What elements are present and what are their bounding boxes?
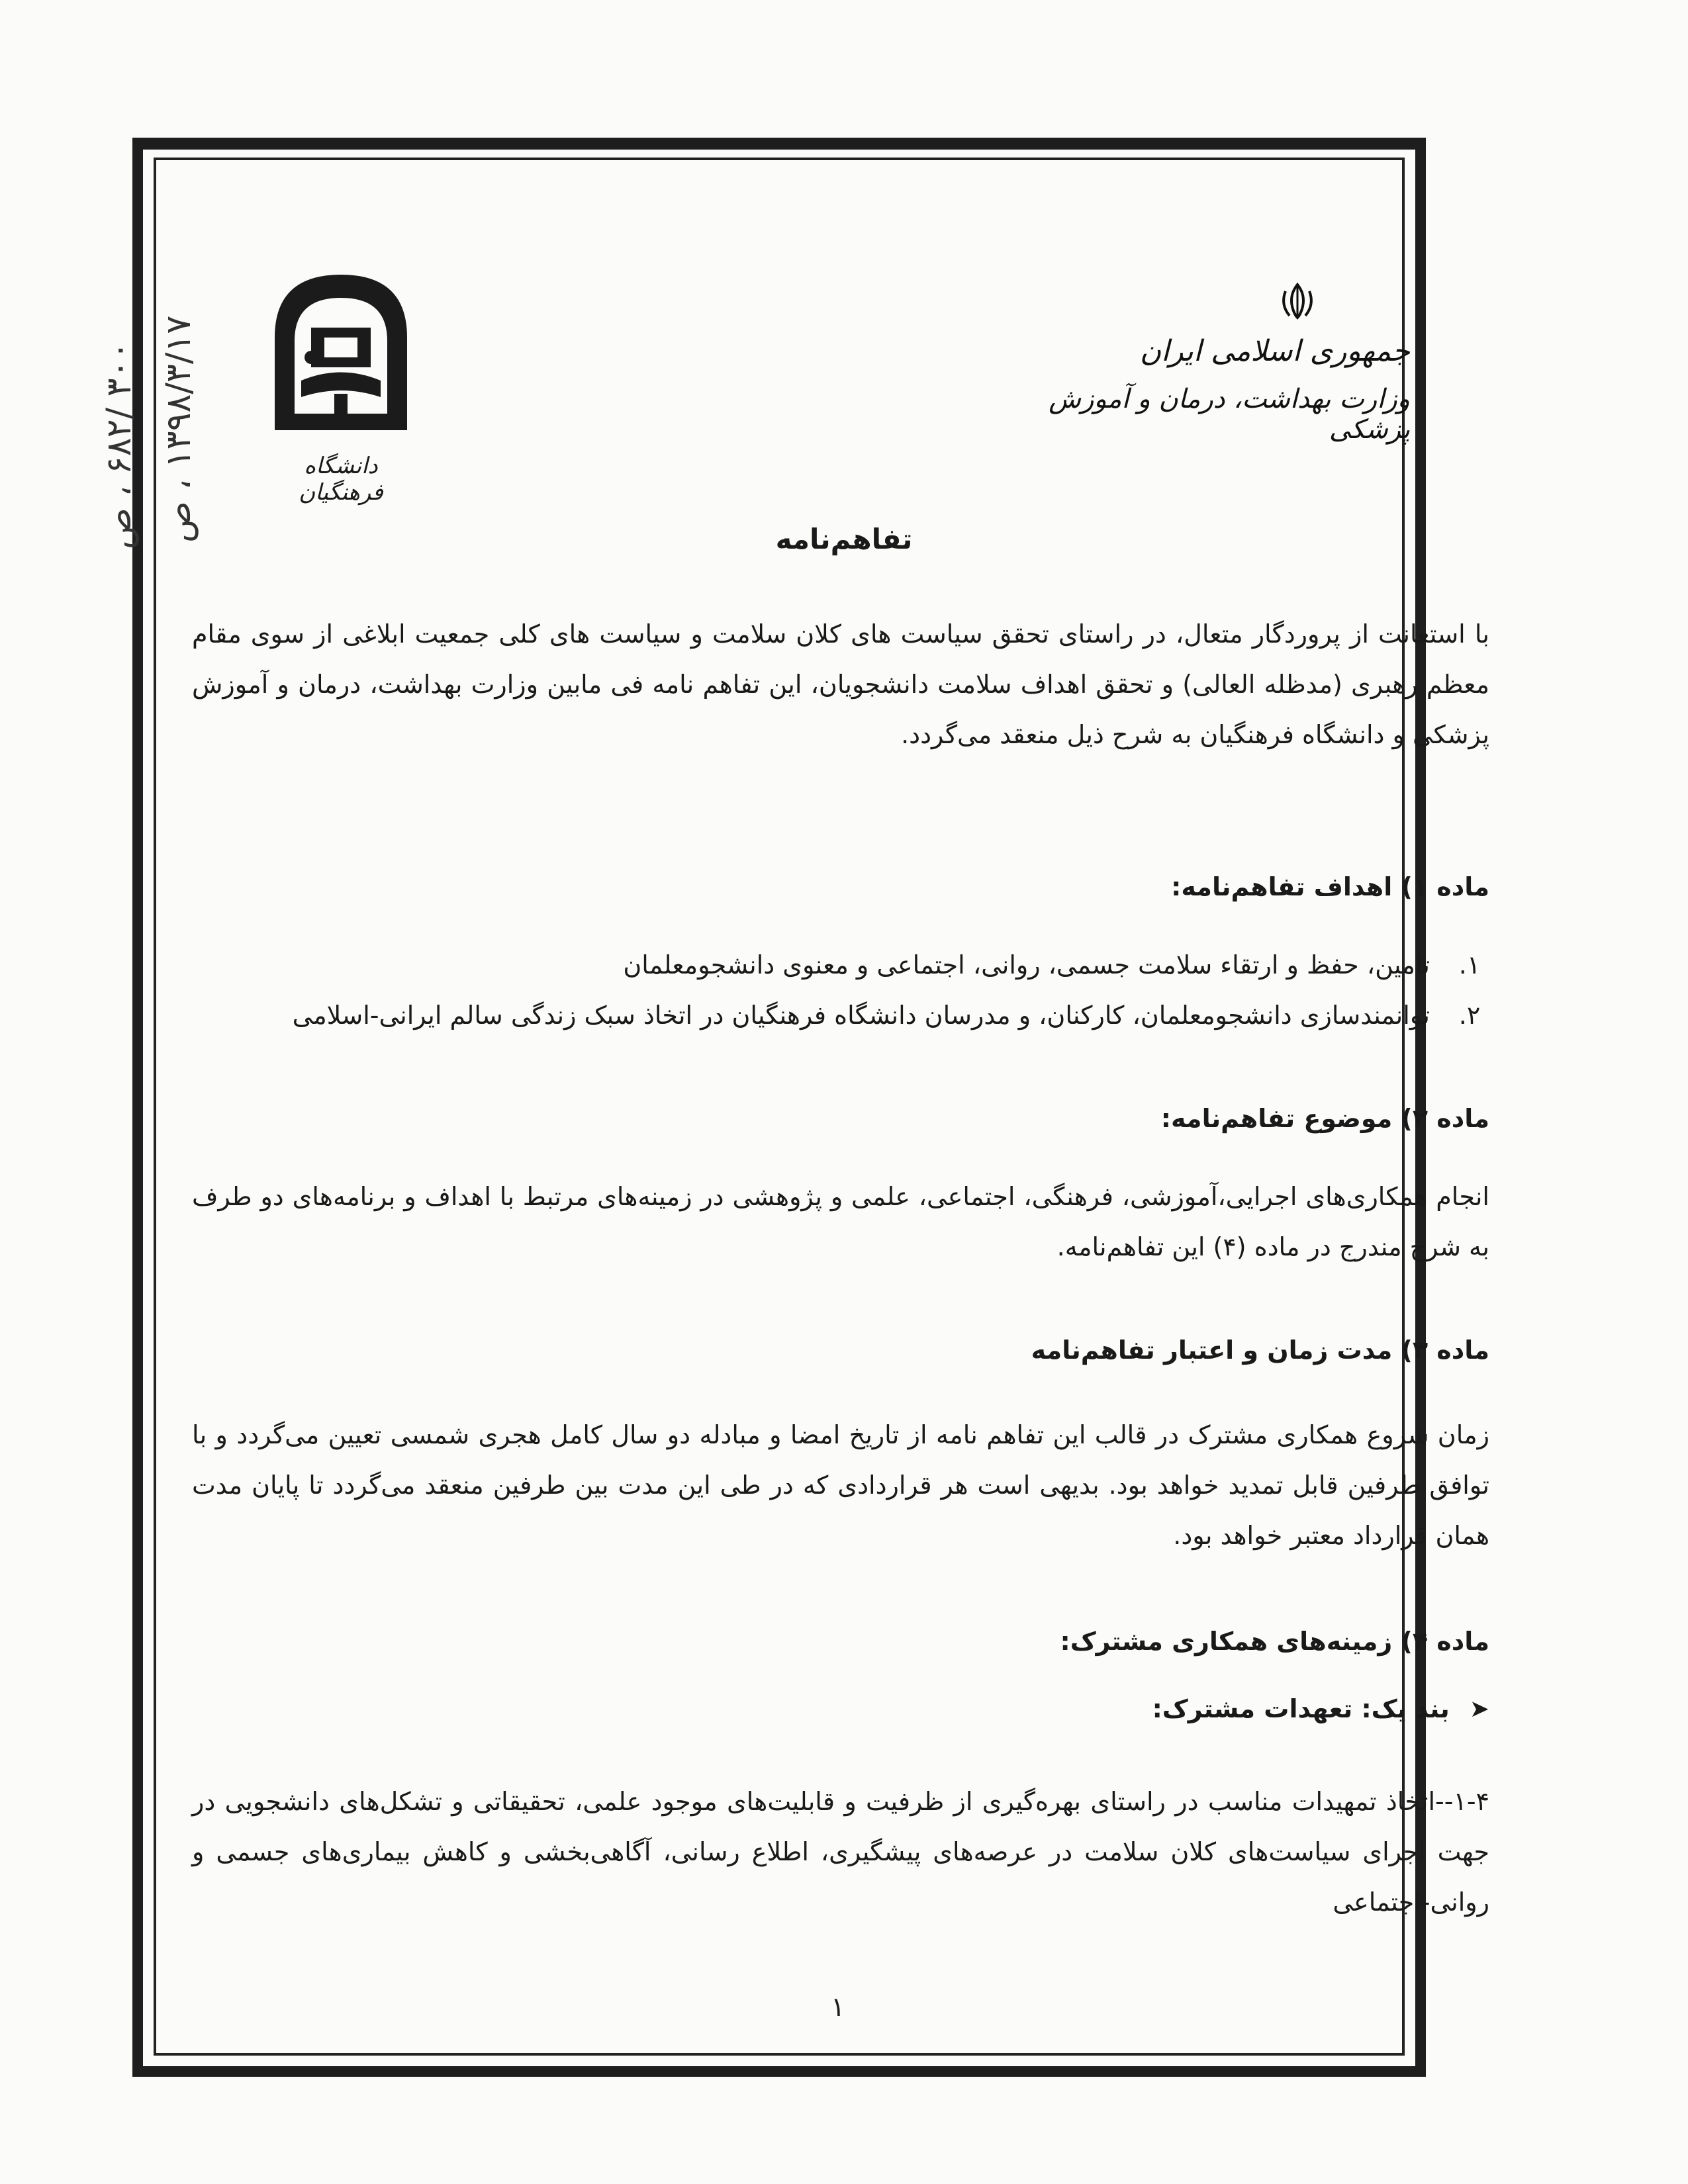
clause-one-row — [192, 1694, 1489, 1723]
document-title: تفاهم‌نامه — [775, 523, 913, 555]
list-item — [192, 940, 1489, 990]
intro-paragraph: با استعانت از پروردگار متعال، در راستای تحقق سیاست های کلان سلامت و سیاست های کلی جمعیت ابلاغی از سوی مقام معظم رهبری (مدظله العالی) و تحقق اهداف سلامت دانشجویان، این تفاهم نامه فی مابین وزارت بهداشت، درمان و آموزش پزشکی و دانشگاه فرهنگیان به شرح ذیل منعقد می‌گردد. — [192, 619, 1489, 749]
handwritten-number: ۳۰۰ /۶۸۲ ، ص — [99, 341, 139, 549]
list-number: ۲. — [1458, 1001, 1481, 1030]
ministry-header-line1: جمهوری اسلامی ایران — [1139, 334, 1410, 368]
article-1-heading: ماده ۱) اهداف تفاهم‌نامه: — [1171, 872, 1489, 901]
item-4-1-text: ۱-۴--اتخاذ تمهیدات مناسب در راستای بهره‌گیری از ظرفیت و قابلیت‌های موجود علمی، تحقیقاتی و تشکل‌های دانشجویی در جهت اجرای سیاست‌های کلان سلامت در عرصه‌های پیشگیری، اطلاع رسانی، آگاهی‌بخشی و کاهش بیماری‌های جسمی و روانی-اجتماعی — [192, 1787, 1489, 1917]
article-1-section — [192, 867, 1489, 1040]
ministry-header-line2: وزارت بهداشت، درمان و آموزش پزشکی — [1049, 384, 1410, 445]
article-4-section — [192, 1621, 1489, 1927]
article-3-heading: ماده ۳) مدت زمان و اعتبار تفاهم‌نامه — [1031, 1336, 1489, 1365]
article-4-heading: ماده ۴) زمینه‌های همکاری مشترک: — [1060, 1627, 1489, 1656]
article-2-heading: ماده ۲) موضوع تفاهم‌نامه: — [1160, 1104, 1489, 1133]
list-item — [192, 990, 1489, 1040]
intro-section — [192, 609, 1489, 760]
clause-one-title: بند یک: تعهدات مشترک: — [1152, 1694, 1450, 1723]
page-number: ۱ — [831, 1992, 845, 2023]
arrow-bullet-icon: ➤ — [1469, 1695, 1489, 1723]
article-2-text: انجام همکاری‌های اجرایی،آموزشی، فرهنگی، اجتماعی، علمی و پژوهشی در زمینه‌های مرتبط با اهداف و برنامه‌های دو طرف به شرح مندرج در ماده (۴) این تفاهم‌نامه. — [192, 1182, 1489, 1261]
farhangian-logo-emblem-icon — [265, 265, 417, 450]
list-text: تامین، حفظ و ارتقاء سلامت جسمی، روانی، اجتماعی و معنوی دانشجومعلمان — [623, 950, 1430, 979]
handwritten-date: ۱۳۹۸/۳/۱۷ ، ص — [159, 315, 199, 543]
article-3-text: زمان شروع همکاری مشترک در قالب این تفاهم نامه از تاریخ امضا و مبادله دو سال کامل هجری شمسی تعیین می‌گردد و با توافق طرفین قابل تمدید خواهد بود. بدیهی است هر قراردادی که در طی این مدت بین طرفین منعقد می‌گردد تا پایان مدت همان قرارداد معتبر خواهد بود. — [192, 1420, 1489, 1550]
article-2-section — [192, 1099, 1489, 1272]
iran-emblem-icon — [1278, 281, 1317, 324]
list-number: ۱. — [1458, 950, 1481, 979]
farhangian-university-logo — [265, 265, 417, 506]
article-3-section — [192, 1330, 1489, 1561]
list-text: توانمندسازی دانشجومعلمان، کارکنان، و مدرسان دانشگاه فرهنگیان در اتخاذ سبک زندگی سالم ایرانی-اسلامی — [292, 1001, 1430, 1030]
logo-caption: دانشگاه فرهنگیان — [299, 453, 383, 506]
